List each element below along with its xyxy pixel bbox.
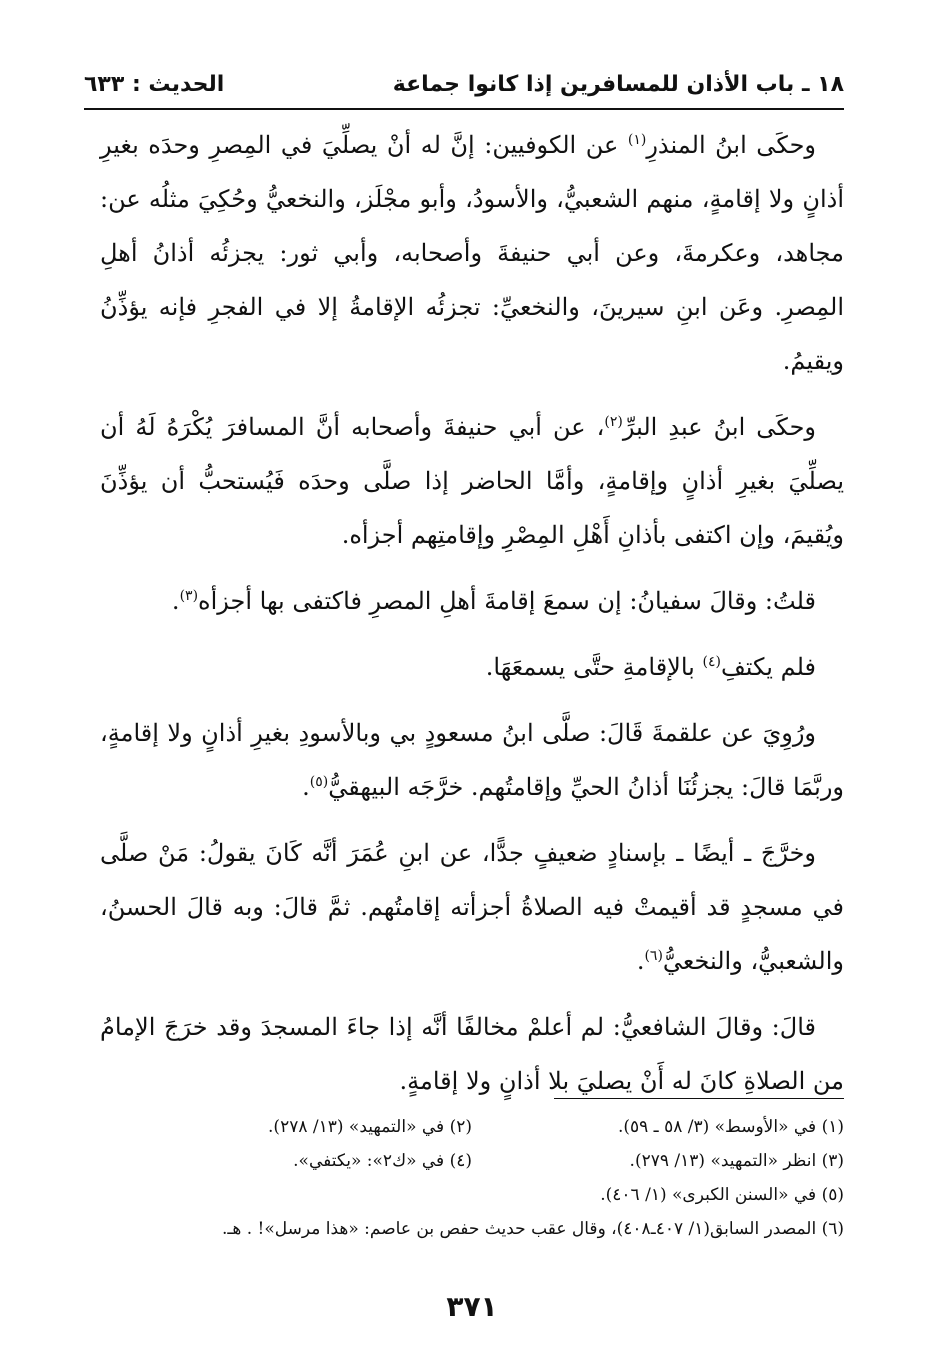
running-header: [84, 62, 844, 106]
paragraph: [100, 574, 844, 628]
paragraph: [100, 640, 844, 694]
footnote-marker: (٥): [309, 774, 329, 790]
paragraph: [100, 706, 844, 814]
paragraph: [100, 826, 844, 988]
footnote-1: (١) في «الأوسط» (٣/ ٥٨ ـ ٥٩).: [617, 1117, 844, 1137]
footnote-marker: (٤): [702, 654, 721, 670]
header-divider: [84, 108, 844, 110]
footnotes: [100, 1110, 844, 1246]
paragraph-text: .: [171, 587, 180, 615]
paragraph-text: وخرَّجَ ـ أيضًا ـ بإسنادٍ ضعيفٍ جدًّا، عن ابنِ عُمَرَ أنَّه كَانَ يقولُ: مَنْ صلَّى في مسجدٍ قد أقيمتْ فيه الصلاةُ أجزأته إقامتُهم. ثمَّ قالَ: وبه قالَ الحسنُ، والشعبيُّ، والنخعيُّ: [100, 839, 844, 975]
chapter-title: ١٨ ـ باب الأذان للمسافرين إذا كانوا جماعة: [392, 71, 844, 97]
footnote-divider: [554, 1098, 844, 1099]
footnote-marker: (٦): [644, 948, 663, 964]
hadith-number: الحديث : ٦٣٣: [84, 71, 225, 97]
footnote-row: [100, 1144, 844, 1178]
paragraph-text: قالَ: وقالَ الشافعيُّ: لم أعلمْ مخالفًا أنَّه إذا جاءَ المسجدَ وقد خرَجَ الإمامُ من الصلاةِ كانَ له أَنْ يصليَ بلا أذانٍ ولا إقامةٍ.: [100, 1013, 844, 1095]
footnote-3: (٣) انظر «التمهيد» (١٣/ ٢٧٩).: [629, 1151, 844, 1171]
main-text: [100, 118, 844, 1120]
paragraph-text: وحكَى ابنُ المنذرِ: [646, 131, 816, 159]
paragraph-text: ورُوِيَ عن علقمةَ قَالَ: صلَّى ابنُ مسعودٍ بي وبالأسودِ بغيرِ أذانٍ ولا إقامةٍ، وربَّمَا قالَ: يجزئُنَا أذانُ الحيِّ وإقامتُهم. خرَّجَه البيهقيُّ: [100, 719, 844, 801]
footnote-4: (٤) في «ك٢»: «يكتفي».: [293, 1151, 472, 1171]
paragraph-text: وحكَى ابنُ عبدِ البرِّ: [622, 413, 816, 441]
footnote-marker: (١): [627, 132, 647, 148]
paragraph: [100, 118, 844, 388]
paragraph-text: فلم يكتفِ: [720, 653, 816, 681]
footnote-5: (٥) في «السنن الكبرى» (١/ ٤٠٦).: [600, 1185, 844, 1205]
footnote-row: [100, 1110, 844, 1144]
footnote-marker: (٢): [604, 414, 623, 430]
paragraph-text: ، عن أبي حنيفةَ وأصحابه أنَّ المسافرَ يُكْرَهُ لَهُ أن يصلِّيَ بغيرِ أذانٍ وإقامةٍ، وأمَّا الحاضر إذا صلَّى وحدَه فَيُستحبُّ أن يؤذِّنَ ويُقيمَ، وإن اكتفى بأذانِ أَهْلِ المِصْرِ وإقامتِهم أجزأه.: [100, 413, 844, 549]
paragraph-text: قلتُ: وقالَ سفيانُ: إن سمعَ إقامةَ أهلِ المصرِ فاكتفى بها أجزأه: [198, 587, 816, 615]
page-number: ٣٧١: [446, 1290, 498, 1323]
paragraph: [100, 400, 844, 562]
paragraph-text: .: [636, 947, 645, 975]
footnote-6: (٦) المصدر السابق(١/ ٤٠٧ـ٤٠٨)، وقال عقب حديث حفص بن عاصم: «هذا مرسل»! . هـ.: [221, 1219, 844, 1239]
footnote-2: (٢) في «التمهيد» (١٣/ ٢٧٨).: [268, 1117, 472, 1137]
paragraph-text: عن الكوفيين: إنَّ له أنْ يصلِّيَ في المِصرِ وحدَه بغيرِ أذانٍ ولا إقامةٍ، منهم الشعبيُّ، والأسودُ، وأبو مجْلَز، والنخعيُّ وحُكِيَ مثلُه عن: مجاهد، وعكرمةَ، وعن أبي حنيفةَ وأصحابه، وأبي ثور: يجزئُه أذانُ أهلِ المِصرِ. وعَن ابنِ سيرينَ، والنخعيِّ: تجزئُه الإقامةُ إلا في الفجرِ فإنه يؤذِّنُ ويقيمُ.: [100, 131, 844, 375]
paragraph-text: .: [302, 773, 310, 801]
footnote-marker: (٣): [179, 588, 199, 604]
paragraph: [100, 1000, 844, 1108]
paragraph-text: بالإقامةِ حتَّى يسمعَهَا.: [485, 653, 703, 681]
